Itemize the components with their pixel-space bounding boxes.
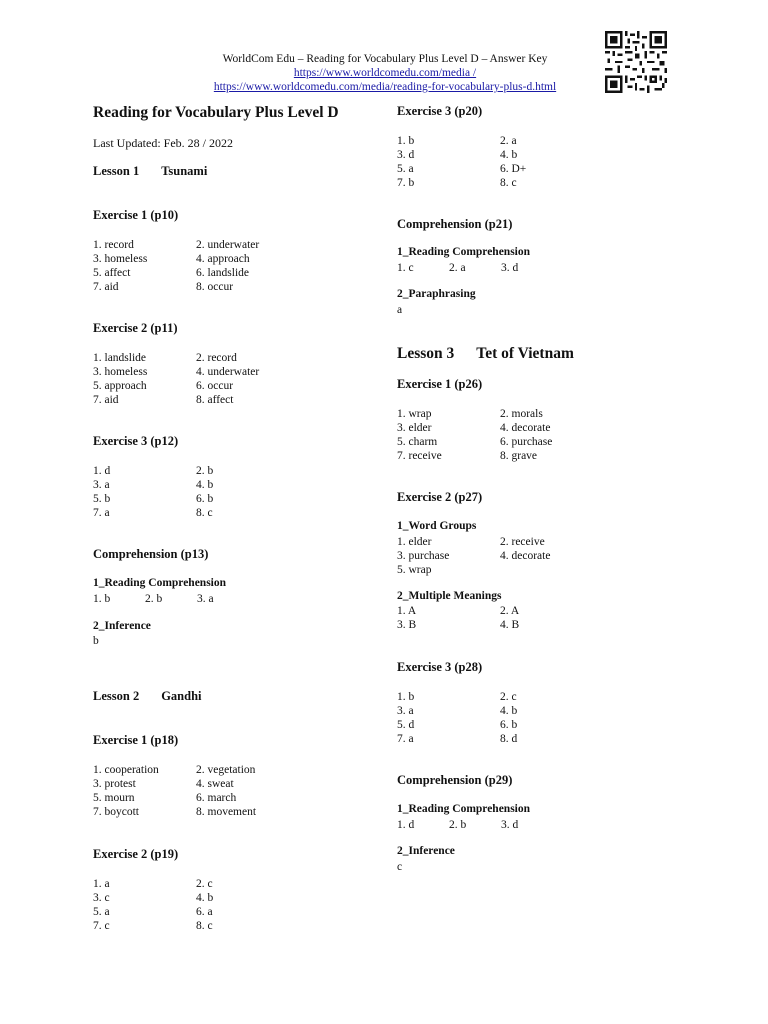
- answer: 6. occur: [196, 380, 234, 392]
- lesson-2-comprehension-title: Comprehension (p21): [397, 217, 513, 231]
- answer: 3. protest: [93, 778, 136, 790]
- lesson-2-exercise-2-title: Exercise 2 (p19): [93, 847, 179, 861]
- answer: 7. boycott: [93, 806, 139, 818]
- answer: 6. a: [196, 906, 213, 918]
- lesson-1-exercise-3-title: Exercise 3 (p12): [93, 434, 179, 448]
- answer: 3. elder: [397, 422, 432, 434]
- answer: 5. a: [93, 906, 110, 918]
- answer: 4. b: [196, 479, 214, 491]
- lesson-3-exercise-3-title: Exercise 3 (p28): [397, 660, 483, 674]
- answer: 3. d: [501, 262, 519, 274]
- lesson-3-exercise-1-title: Exercise 1 (p26): [397, 377, 483, 391]
- lesson-3-multiple-meanings-label: 2_Multiple Meanings: [397, 590, 502, 602]
- answer: 8. occur: [196, 281, 234, 293]
- answer: 1. A: [397, 605, 417, 617]
- lesson-3-multiple-meanings-answers: [397, 604, 603, 632]
- answer: 3. c: [93, 892, 110, 904]
- answer: 1. b: [93, 593, 111, 605]
- answer: 8. c: [500, 177, 517, 189]
- answer: 6. D+: [500, 163, 527, 175]
- answer: 1. landslide: [93, 352, 147, 364]
- answer: 8. c: [196, 920, 213, 932]
- answer: 3. B: [397, 619, 417, 631]
- answer: 7. receive: [397, 450, 442, 462]
- answer: 1. record: [93, 239, 134, 251]
- lesson-2-reading-comprehension-answers: [397, 261, 553, 275]
- answer: 7. b: [397, 177, 415, 189]
- answer: 4. B: [500, 619, 520, 631]
- answer: 2. b: [145, 593, 163, 605]
- answer: 2. b: [196, 465, 214, 477]
- answer: 8. d: [500, 733, 518, 745]
- lesson-1-inference-label: 2_Inference: [93, 620, 151, 632]
- lesson-3-reading-comprehension-answers: [397, 818, 553, 832]
- answer: 3. purchase: [397, 550, 450, 562]
- answer: 8. c: [196, 507, 213, 519]
- lesson-3-exercise-1-answers: [397, 407, 603, 463]
- lesson-2-exercise-1-answers: [93, 763, 299, 819]
- lesson-1-exercise-1-title: Exercise 1 (p10): [93, 208, 179, 222]
- answer: 2. b: [449, 819, 467, 831]
- last-updated: Last Updated: Feb. 28 / 2022: [93, 136, 233, 150]
- answer: 2. underwater: [196, 239, 260, 251]
- lesson-1-exercise-3-answers: [93, 464, 299, 520]
- answer: 2. c: [196, 878, 213, 890]
- answer: 5. mourn: [93, 792, 135, 804]
- lesson-2-paraphrasing-label: 2_Paraphrasing: [397, 288, 476, 300]
- answer: 5. wrap: [397, 564, 432, 576]
- lesson-2-exercise-3-title: Exercise 3 (p20): [397, 104, 483, 118]
- lesson-3-word-groups-answers: [397, 535, 603, 577]
- answer: 6. purchase: [500, 436, 553, 448]
- lesson-1-exercise-2-title: Exercise 2 (p11): [93, 321, 178, 335]
- answer: 1. b: [397, 135, 415, 147]
- answer: 1. b: [397, 691, 415, 703]
- lesson-3-inference-label: 2_Inference: [397, 845, 455, 857]
- lesson-2-exercise-2-answers: [93, 877, 299, 933]
- qr-code-icon: [603, 31, 669, 93]
- answer: 8. affect: [196, 394, 234, 406]
- answer: 5. d: [397, 719, 415, 731]
- lesson-3-word-groups-label: 1_Word Groups: [397, 520, 477, 532]
- answer: 4. b: [196, 892, 214, 904]
- answer: 3. homeless: [93, 253, 148, 265]
- answer: 3. d: [397, 149, 415, 161]
- answer: 1. wrap: [397, 408, 432, 420]
- answer: 2. vegetation: [196, 764, 256, 776]
- header-title: WorldCom Edu – Reading for Vocabulary Plus Level D – Answer Key: [222, 53, 548, 65]
- lesson-3-reading-comprehension-label: 1_Reading Comprehension: [397, 803, 531, 815]
- answer: 2. c: [500, 691, 517, 703]
- lesson-2-reading-comprehension-label: 1_Reading Comprehension: [397, 246, 531, 258]
- answer: 5. a: [397, 163, 414, 175]
- answer: 1. d: [93, 465, 111, 477]
- header-link-level-d[interactable]: https://www.worldcomedu.com/media/reading-for-vocabulary-plus-d.html: [213, 81, 557, 93]
- lesson-2-exercise-3-answers: [397, 134, 603, 190]
- lesson-1-exercise-2-answers: [93, 351, 299, 407]
- answer: 2. record: [196, 352, 237, 364]
- answer: 2. a: [449, 262, 466, 274]
- answer: 7. aid: [93, 281, 119, 293]
- lesson-3-inference-answer: c: [397, 861, 403, 873]
- lesson-1-reading-comprehension-answers: [93, 592, 249, 606]
- lesson-2-exercise-1-title: Exercise 1 (p18): [93, 733, 179, 747]
- answer: 8. movement: [196, 806, 257, 818]
- answer: 2. morals: [500, 408, 543, 420]
- answer: 5. charm: [397, 436, 438, 448]
- answer: 4. b: [500, 149, 518, 161]
- answer: 1. d: [397, 819, 415, 831]
- lesson-1-comprehension-title: Comprehension (p13): [93, 547, 209, 561]
- answer: 4. decorate: [500, 422, 551, 434]
- header-link-media[interactable]: https://www.worldcomedu.com/media /: [293, 67, 477, 79]
- lesson-2-heading: Lesson 2 Gandhi: [93, 689, 202, 703]
- answer: 4. sweat: [196, 778, 234, 790]
- lesson-3-exercise-2-title: Exercise 2 (p27): [397, 490, 483, 504]
- lesson-1-reading-comprehension-label: 1_Reading Comprehension: [93, 577, 227, 589]
- answer: 4. decorate: [500, 550, 551, 562]
- answer: 2. receive: [500, 536, 545, 548]
- answer: 5. approach: [93, 380, 147, 392]
- answer: 6. march: [196, 792, 237, 804]
- answer: 3. a: [93, 479, 110, 491]
- answer: 5. affect: [93, 267, 131, 279]
- answer: 4. b: [500, 705, 518, 717]
- answer: 7. aid: [93, 394, 119, 406]
- lesson-3-exercise-3-answers: [397, 690, 603, 746]
- answer: 5. b: [93, 493, 111, 505]
- answer: 1. a: [93, 878, 110, 890]
- lesson-1-inference-answer: b: [93, 635, 99, 647]
- lesson-2-paraphrasing-answer: a: [397, 304, 403, 316]
- answer: 1. cooperation: [93, 764, 159, 776]
- answer: 6. landslide: [196, 267, 250, 279]
- answer: 1. c: [397, 262, 414, 274]
- answer: 6. b: [196, 493, 214, 505]
- answer: 4. approach: [196, 253, 250, 265]
- lesson-1-exercise-1-answers: [93, 238, 299, 294]
- document-title: Reading for Vocabulary Plus Level D: [93, 104, 339, 121]
- lesson-1-heading: Lesson 1 Tsunami: [93, 164, 208, 178]
- answer: 7. a: [397, 733, 414, 745]
- answer: 2. A: [500, 605, 520, 617]
- answer: 1. elder: [397, 536, 432, 548]
- answer: 6. b: [500, 719, 518, 731]
- page-header: [160, 52, 610, 94]
- answer: 7. c: [93, 920, 110, 932]
- answer: 3. homeless: [93, 366, 148, 378]
- answer: 4. underwater: [196, 366, 260, 378]
- answer: 8. grave: [500, 450, 538, 462]
- answer: 2. a: [500, 135, 517, 147]
- lesson-3-heading: Lesson 3 Tet of Vietnam: [397, 345, 574, 362]
- answer: 3. a: [397, 705, 414, 717]
- answer: 3. a: [197, 593, 214, 605]
- lesson-3-comprehension-title: Comprehension (p29): [397, 773, 513, 787]
- answer: 3. d: [501, 819, 519, 831]
- answer: 7. a: [93, 507, 110, 519]
